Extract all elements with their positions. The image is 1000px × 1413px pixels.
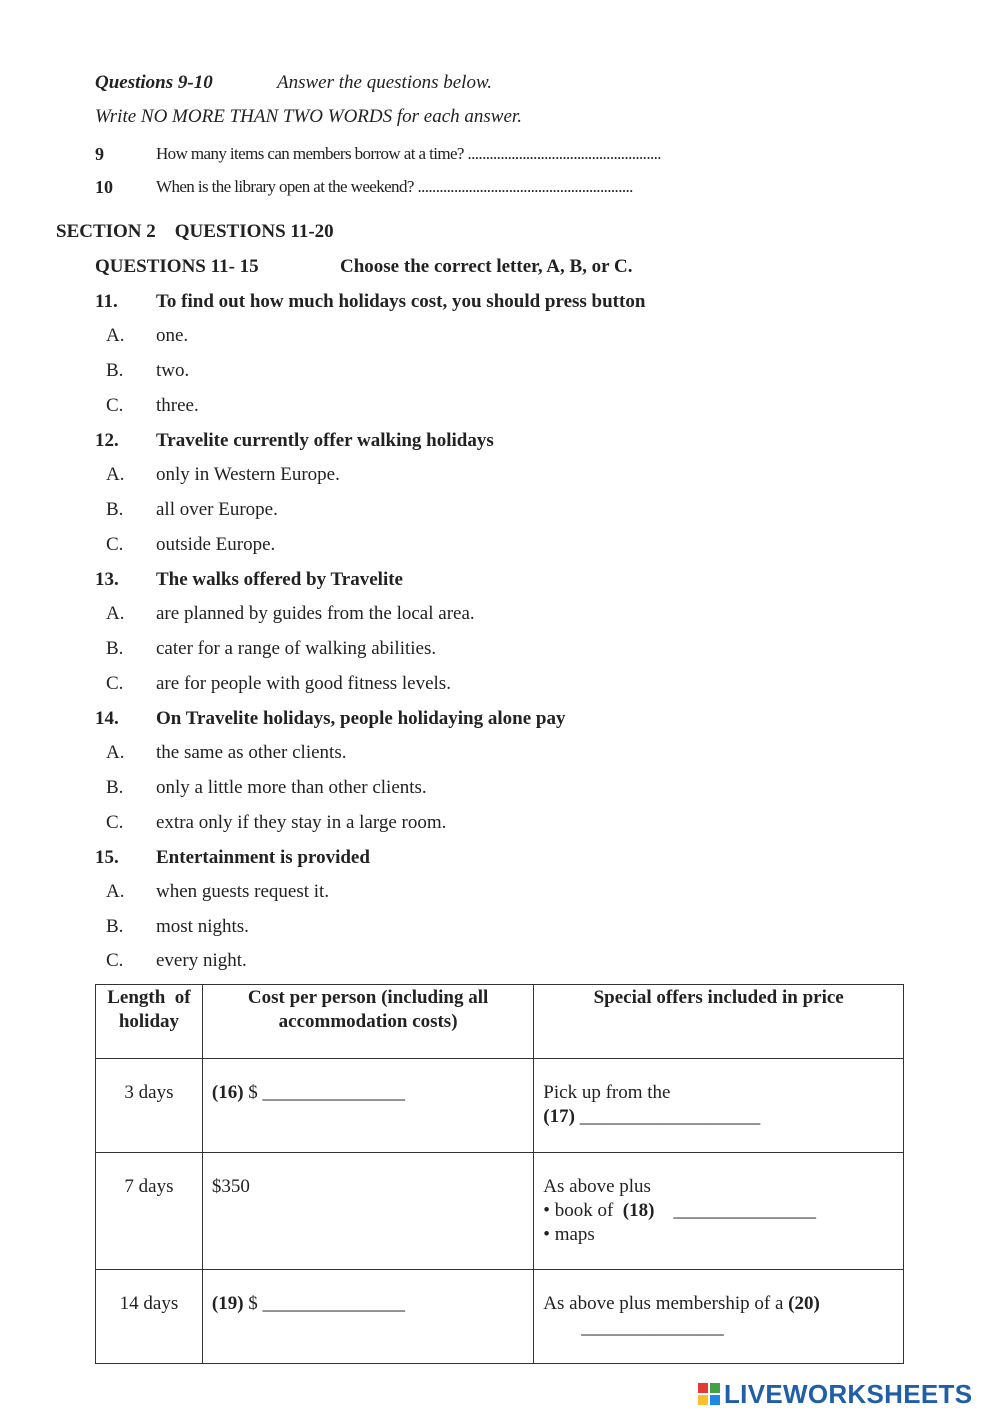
- questions-11-15-instruction: Choose the correct letter, A, B, or C.: [340, 256, 633, 277]
- question-stem: To find out how much holidays cost, you should press button: [156, 291, 646, 312]
- answer-blank-16[interactable]: $ _______________: [248, 1082, 406, 1103]
- option-letter: C.: [106, 950, 124, 971]
- option-text: are planned by guides from the local area.: [156, 603, 475, 624]
- answer-number-16: (16): [211, 1082, 244, 1103]
- option-letter: C.: [106, 812, 124, 833]
- liveworksheets-logo: [698, 1377, 972, 1411]
- option-text: all over Europe.: [156, 499, 278, 520]
- offer-bullet-maps: • maps: [543, 1224, 595, 1245]
- option-text: when guests request it.: [156, 881, 330, 902]
- option-letter: A.: [106, 603, 125, 624]
- header-length: Length of holiday: [107, 987, 196, 1032]
- option-letter: B.: [106, 638, 124, 659]
- question-number: 15.: [95, 847, 119, 868]
- offer-text: Pick up from the: [543, 1082, 671, 1103]
- option-letter: C.: [106, 395, 124, 416]
- offer-bullet-book: • book of: [543, 1200, 619, 1221]
- cost-cell: [203, 1059, 533, 1105]
- option-text: two.: [156, 360, 190, 381]
- option-letter: A.: [106, 881, 125, 902]
- question-number: 9: [95, 144, 104, 164]
- header-cost: Cost per person (including all accommodation costs): [247, 987, 489, 1032]
- option-letter: B.: [106, 499, 124, 520]
- option-text: are for people with good fitness levels.: [156, 673, 451, 694]
- option-text: three.: [156, 395, 199, 416]
- cost-cell: $350: [211, 1176, 250, 1197]
- question-number: 13.: [95, 569, 119, 590]
- offer-cell: [534, 1153, 903, 1247]
- option-letter: B.: [106, 360, 124, 381]
- question-stem: The walks offered by Travelite: [156, 569, 403, 590]
- option-text: only in Western Europe.: [156, 464, 340, 485]
- option-letter: A.: [106, 464, 125, 485]
- option-text: extra only if they stay in a large room.: [156, 812, 447, 833]
- question-number: 11.: [95, 291, 118, 312]
- option-letter: C.: [106, 534, 124, 555]
- questions-9-10-instruction: Answer the questions below.: [277, 72, 492, 93]
- length-cell: 14 days: [119, 1293, 179, 1314]
- option-text: most nights.: [156, 916, 249, 937]
- answer-blank-18[interactable]: _______________: [673, 1200, 816, 1221]
- offer-cell: [534, 1059, 903, 1129]
- questions-11-15-heading: QUESTIONS 11- 15: [95, 256, 259, 277]
- answer-number-20: (20): [788, 1293, 820, 1314]
- liveworksheets-logo-text: LIVEWORKSHEETS: [724, 1378, 973, 1409]
- table-row: [96, 1153, 904, 1270]
- option-text: the same as other clients.: [156, 742, 347, 763]
- option-text: outside Europe.: [156, 534, 276, 555]
- question-stem: On Travelite holidays, people holidaying alone pay: [156, 708, 566, 729]
- option-letter: B.: [106, 777, 124, 798]
- answer-blank-20[interactable]: _______________: [581, 1317, 724, 1338]
- cost-cell: [203, 1270, 533, 1316]
- option-letter: A.: [106, 325, 125, 346]
- header-offers: Special offers included in price: [593, 987, 844, 1008]
- answer-blank-17[interactable]: ___________________: [579, 1106, 761, 1127]
- question-number: 14.: [95, 708, 119, 729]
- option-text: only a little more than other clients.: [156, 777, 427, 798]
- option-text: cater for a range of walking abilities.: [156, 638, 437, 659]
- question-stem: Travelite currently offer walking holidays: [156, 430, 494, 451]
- answer-number-17: (17): [543, 1106, 575, 1127]
- option-text: one.: [156, 325, 189, 346]
- option-letter: B.: [106, 916, 124, 937]
- holiday-price-table: [95, 984, 904, 1364]
- option-text: every night.: [156, 950, 247, 971]
- question-text: When is the library open at the weekend? ...........................................................: [156, 177, 633, 196]
- offer-cell: [534, 1270, 903, 1340]
- table-row: [96, 1270, 904, 1364]
- answer-number-19: (19): [211, 1293, 244, 1314]
- question-stem: Entertainment is provided: [156, 847, 370, 868]
- table-row: [96, 1059, 904, 1153]
- length-cell: 7 days: [124, 1176, 174, 1197]
- option-letter: A.: [106, 742, 125, 763]
- liveworksheets-logo-icon: [698, 1383, 720, 1405]
- section-2-title: SECTION 2 QUESTIONS 11-20: [56, 221, 334, 242]
- answer-number-18: (18): [622, 1200, 655, 1221]
- word-limit-rule: Write NO MORE THAN TWO WORDS for each answer.: [95, 106, 522, 127]
- question-text: How many items can members borrow at a time? .....................................................: [156, 144, 661, 163]
- offer-text: As above plus membership of a: [543, 1293, 789, 1314]
- table-header-row: [96, 985, 904, 1059]
- offer-text: As above plus: [543, 1176, 651, 1197]
- question-number: 10: [95, 177, 113, 197]
- question-number: 12.: [95, 430, 119, 451]
- questions-9-10-heading: Questions 9-10: [95, 72, 213, 93]
- option-letter: C.: [106, 673, 124, 694]
- length-cell: 3 days: [124, 1082, 174, 1103]
- answer-blank-19[interactable]: $ _______________: [248, 1293, 406, 1314]
